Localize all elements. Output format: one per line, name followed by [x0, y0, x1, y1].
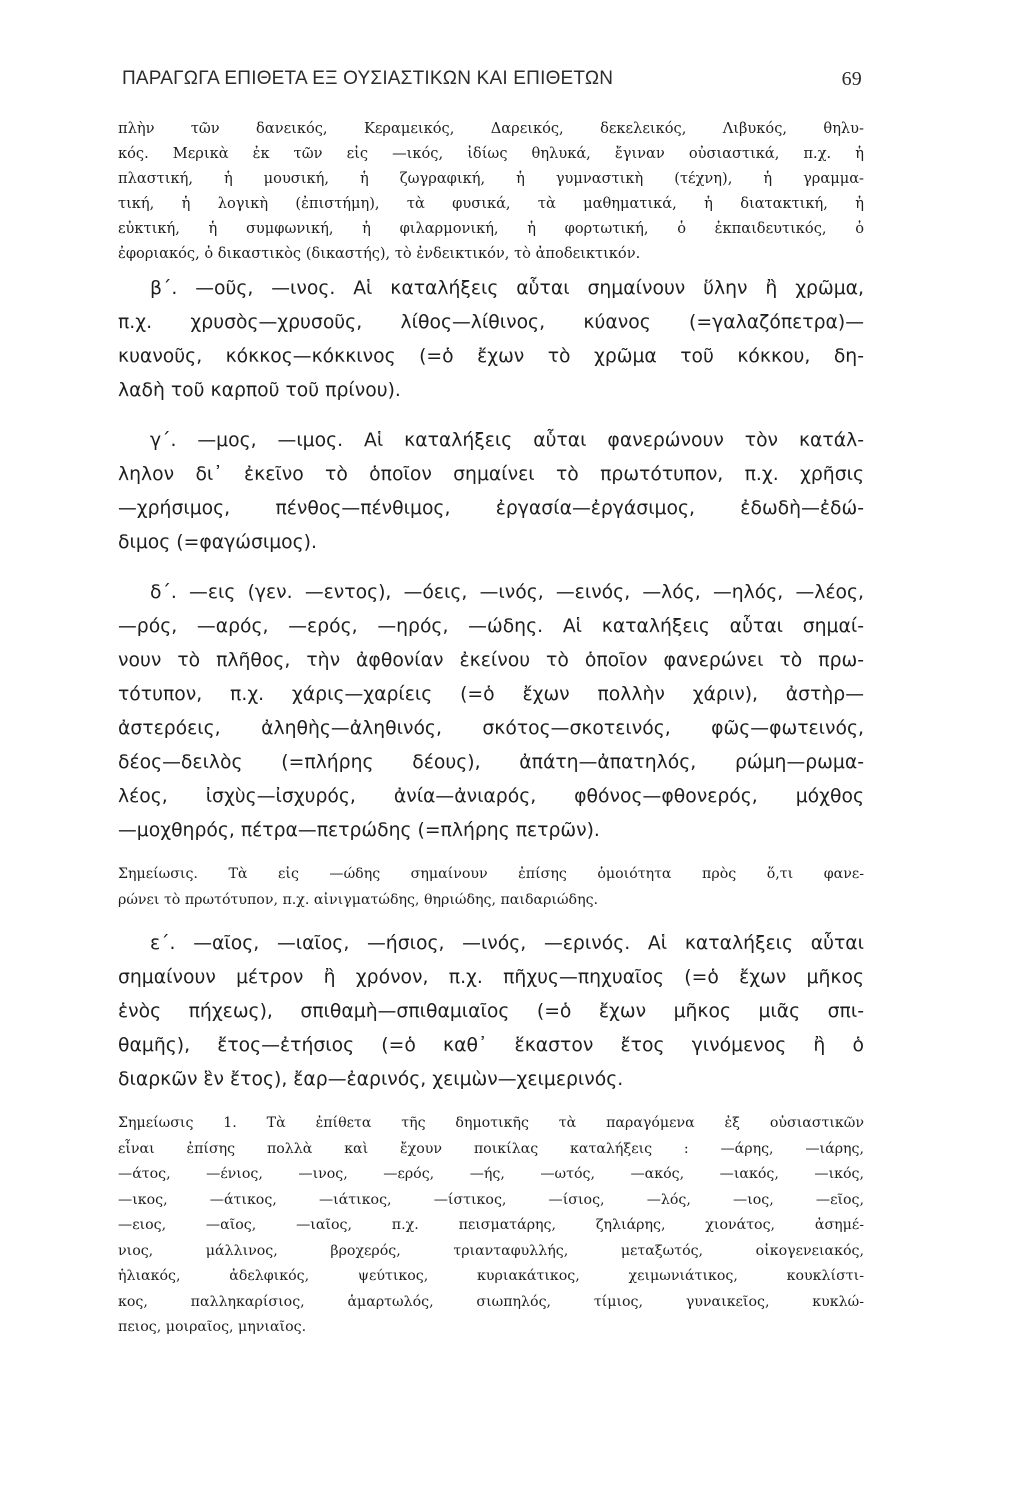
text-line: β΄. —οῦς, —ινος. Αἱ καταλήξεις αὗται σημαίνουν ὕλην ἢ χρῶμα,	[150, 278, 864, 299]
page-number: 69	[841, 68, 862, 90]
running-head: ΠΑΡΑΓΩΓΑ ΕΠΙΘΕΤΑ ΕΞ ΟΥΣΙΑΣΤΙΚΩΝ ΚΑΙ ΕΠΙΘΕΤΩΝ	[122, 68, 614, 89]
text-line: ε΄. —αῖος, —ιαῖος, —ήσιος, —ινός, —ερινός. Αἱ καταλήξεις αὗται	[150, 933, 864, 954]
text-line: —ρός, —αρός, —ερός, —ηρός, —ώδης. Αἱ καταλήξεις αὗται σημαί-	[118, 616, 864, 637]
section-gamma	[118, 424, 864, 560]
text-line: πλὴν τῶν δανεικός, Κεραμεικός, Δαρεικός, δεκελεικός, Λιβυκός, θηλυ-	[118, 120, 864, 137]
text-line: ληλον δι᾽ ἐκεῖνο τὸ ὁποῖον σημαίνει τὸ πρωτότυπον, π.χ. χρῆσις	[118, 464, 864, 485]
text-line: πειος, μοιραῖος, μηνιαῖος.	[118, 1319, 307, 1335]
text-line: κος, παλληκαρίσιος, ἁμαρτωλός, σιωπηλός, τίμιος, γυναικεῖος, κυκλώ-	[118, 1293, 864, 1310]
text-line: π.χ. χρυσὸς—χρυσοῦς, λίθος—λίθινος, κύανος (=γαλαζόπετρα)—	[118, 312, 864, 333]
text-line: γ΄. —μος, —ιμος. Αἱ καταλήξεις αὗται φανερώνουν τὸν κατάλ-	[150, 430, 864, 451]
text-line: ἡλιακός, ἀδελφικός, ψεύτικος, κυριακάτικος, χειμωνιάτικος, κουκλίστι-	[118, 1268, 864, 1284]
text-line: κός. Μερικὰ ἐκ τῶν εἰς —ικός, ἰδίως θηλυκά, ἔγιναν οὐσιαστικά, π.χ. ἡ	[118, 145, 864, 162]
text-line: λαδὴ τοῦ καρποῦ τοῦ πρίνου).	[118, 380, 401, 401]
intro-paragraph	[118, 116, 864, 266]
text-line: λέος, ἰσχὺς—ἰσχυρός, ἀνία—ἀνιαρός, φθόνος—φθονερός, μόχθος	[118, 786, 864, 807]
text-line: νιος, μάλλινος, βροχερός, τριανταφυλλής, μεταξωτός, οἰκογενειακός,	[118, 1242, 864, 1259]
section-epsilon	[118, 927, 864, 1097]
text-line: —μοχθηρός, πέτρα—πετρώδης (=πλήρης πετρῶν).	[118, 820, 600, 841]
text-line: ἐφοριακός, ὁ δικαστικὸς (δικαστής), τὸ ἐνδεικτικόν, τὸ ἀποδεικτικόν.	[118, 245, 641, 262]
text-line: ἀστερόεις, ἀληθὴς—ἀληθινός, σκότος—σκοτεινός, φῶς—φωτεινός,	[118, 718, 864, 739]
text-line: —άτος, —ένιος, —ινος, —ερός, —ής, —ωτός, —ακός, —ιακός, —ικός,	[118, 1166, 864, 1182]
text-line: ἑνὸς πήχεως), σπιθαμὴ—σπιθαμιαῖος (=ὁ ἔχων μῆκος μιᾶς σπι-	[118, 1001, 864, 1022]
text-line: εὐκτική, ἡ συμφωνική, ἡ φιλαρμονική, ἡ φορτωτική, ὁ ἐκπαιδευτικός, ὁ	[118, 220, 864, 237]
text-line: πλαστική, ἡ μουσική, ἡ ζωγραφική, ἡ γυμναστικὴ (τέχνη), ἡ γραμμα-	[118, 170, 864, 187]
text-line: σημαίνουν μέτρον ἢ χρόνον, π.χ. πῆχυς—πηχυαῖος (=ὁ ἔχων μῆκος	[118, 967, 864, 988]
text-line: —χρήσιμος, πένθος—πένθιμος, ἐργασία—ἐργάσιμος, ἐδωδὴ—ἐδώ-	[118, 498, 864, 519]
text-line: δ΄. —εις (γεν. —εντος), —όεις, —ινός, —εινός, —λός, —ηλός, —λέος,	[150, 582, 864, 603]
section-beta	[118, 272, 864, 408]
text-line: κυανοῦς, κόκκος—κόκκινος (=ὁ ἔχων τὸ χρῶμα τοῦ κόκκου, δη-	[118, 346, 864, 367]
text-line: —ικος, —άτικος, —ιάτικος, —ίστικος, —ίσιος, —λός, —ιος, —εῖος,	[118, 1191, 864, 1208]
text-line: Σημείωσις. Τὰ εἰς —ώδης σημαίνουν ἐπίσης ὁμοιότητα πρὸς ὅ,τι φανε-	[118, 866, 864, 882]
note-delta	[118, 862, 864, 913]
body-text	[118, 116, 864, 1341]
text-line: νουν τὸ πλῆθος, τὴν ἀφθονίαν ἐκείνου τὸ ὁποῖον φανερώνει τὸ πρω-	[118, 650, 864, 671]
text-line: εἶναι ἐπίσης πολλὰ καὶ ἔχουν ποικίλας καταλήξεις : —άρης, —ιάρης,	[118, 1140, 864, 1157]
text-line: Σημείωσις 1. Τὰ ἐπίθετα τῆς δημοτικῆς τὰ παραγόμενα ἐξ οὐσιαστικῶν	[118, 1115, 864, 1131]
text-line: ρώνει τὸ πρωτότυπον, π.χ. αἰνιγματώδης, θηριώδης, παιδαριώδης.	[118, 891, 599, 908]
text-line: θαμῆς), ἔτος—ἐτήσιος (=ὁ καθ᾽ ἕκαστον ἔτος γινόμενος ἢ ὁ	[118, 1035, 864, 1056]
section-delta	[118, 576, 864, 848]
text-line: —ειος, —αῖος, —ιαῖος, π.χ. πεισματάρης, ζηλιάρης, χιονάτος, ἀσημέ-	[118, 1217, 864, 1233]
text-line: τότυπον, π.χ. χάρις—χαρίεις (=ὁ ἔχων πολλὴν χάριν), ἀστὴρ—	[118, 684, 864, 705]
text-line: διαρκῶν ἓν ἔτος), ἔαρ—ἐαρινός, χειμὼν—χειμερινός.	[118, 1069, 624, 1090]
text-line: δέος—δειλὸς (=πλήρης δέους), ἀπάτη—ἀπατηλός, ρώμη—ρωμα-	[118, 752, 864, 773]
page-header	[122, 68, 862, 102]
note-epsilon	[118, 1111, 864, 1341]
text-line: τική, ἡ λογικὴ (ἐπιστήμη), τὰ φυσικά, τὰ μαθηματικά, ἡ διατακτική, ἡ	[118, 195, 864, 212]
text-line: διμος (=φαγώσιμος).	[118, 532, 317, 553]
